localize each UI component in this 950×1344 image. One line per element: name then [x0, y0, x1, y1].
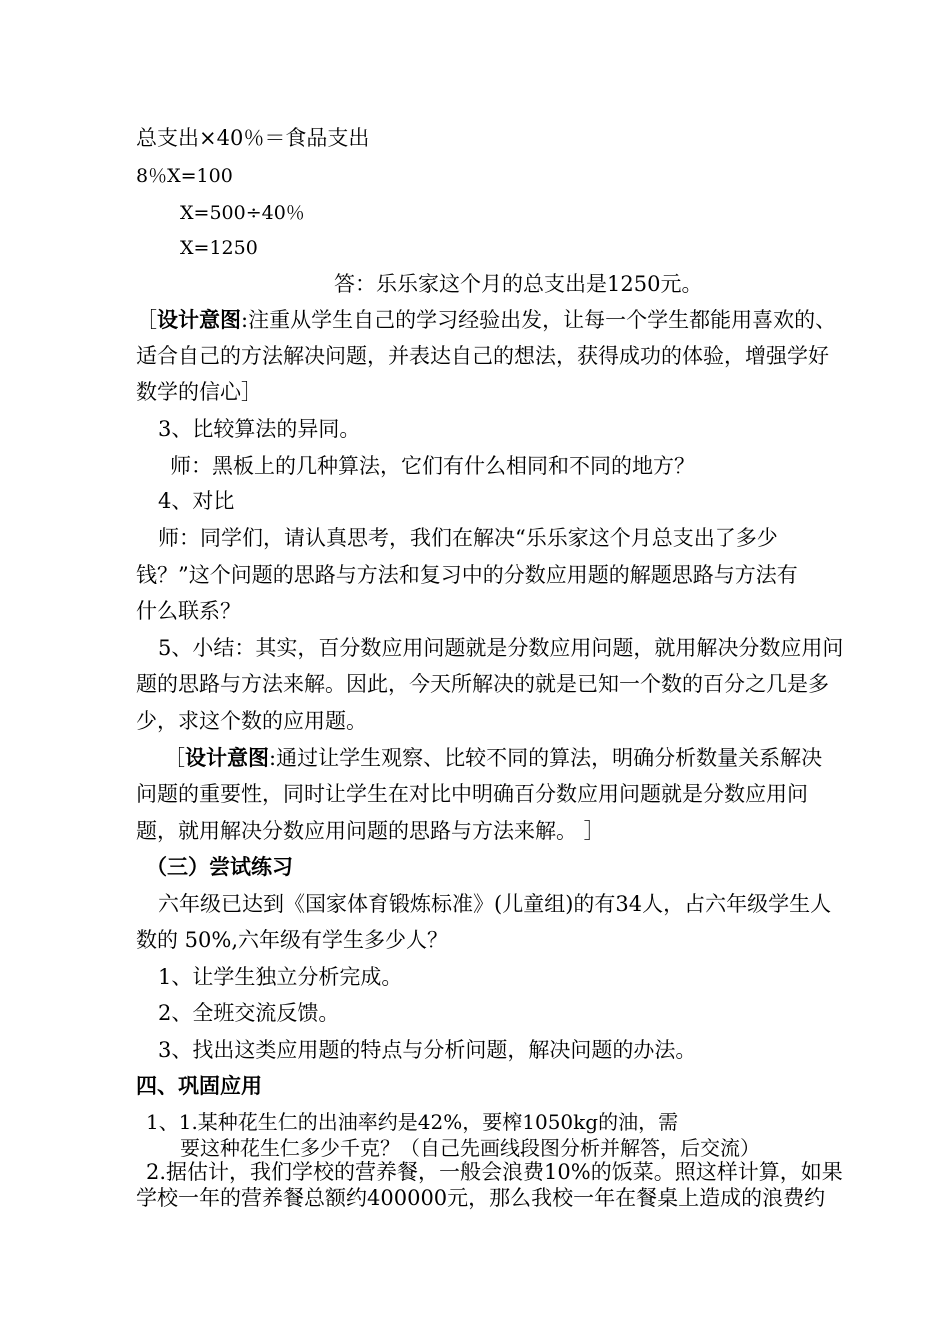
design-intent-text: :通过让学生观察、比较不同的算法，明确分析数量关系解决 [269, 746, 823, 770]
practice-paragraph-line: 数的 50%,六年级有学生多少人？ [136, 928, 449, 952]
equation-line: X=1250 [180, 237, 258, 259]
design-intent-line: 数学的信心］ [136, 380, 262, 404]
design-intent-label: 设计意图 [157, 308, 241, 332]
apply-line: 1、1.某种花生仁的出油率约是42%，要榨1050kg的油，需 [146, 1110, 679, 1134]
bracket: ［ [136, 308, 157, 332]
apply-line: 要这种花生仁多少千克？（自己先画线段图分析并解答，后交流） [180, 1136, 760, 1160]
equation-line: 总支出×40％＝食品支出 [136, 126, 370, 150]
apply-line: 2.据估计，我们学校的营养餐，一般会浪费10%的饭菜。照这样计算，如果 [146, 1160, 843, 1184]
design-intent-label: 设计意图 [185, 746, 269, 770]
summary-paragraph-line: 5、小结：其实，百分数应用问题就是分数应用问题，就用解决分数应用问 [158, 636, 844, 660]
section-heading: （三）尝试练习 [146, 855, 293, 879]
step-line: 师：黑板上的几种算法，它们有什么相同和不同的地方？ [170, 454, 695, 478]
design-intent-line: 问题的重要性，同时让学生在对比中明确百分数应用问题就是分数应用问 [136, 782, 808, 806]
design-intent-paragraph [164, 744, 822, 772]
answer-line: 答：乐乐家这个月的总支出是1250元。 [334, 272, 703, 296]
bracket: ［ [164, 746, 185, 770]
design-intent-text: :注重从学生自己的学习经验出发，让每一个学生都能用喜欢的、 [241, 308, 837, 332]
practice-paragraph-line: 六年级已达到《国家体育锻炼标准》(儿童组)的有34人，占六年级学生人 [158, 892, 832, 916]
equation-line: 8％X=100 [136, 165, 233, 187]
summary-paragraph-line: 题的思路与方法来解。因此，今天所解决的就是已知一个数的百分之几是多 [136, 672, 829, 696]
design-intent-line: 题，就用解决分数应用问题的思路与方法来解。 ］ [136, 819, 605, 843]
equation-line: X=500÷40％ [180, 202, 305, 224]
apply-line: 学校一年的营养餐总额约400000元，那么我校一年在餐桌上造成的浪费约 [136, 1186, 826, 1210]
summary-paragraph-line: 少，求这个数的应用题。 [136, 709, 367, 733]
practice-step: 1、让学生独立分析完成。 [158, 965, 403, 989]
step-line: 4、对比 [158, 489, 235, 513]
compare-paragraph-line: 师：同学们，请认真思考，我们在解决“乐乐家这个月总支出了多少 [158, 526, 778, 550]
design-intent-paragraph [136, 306, 836, 334]
step-line: 3、比较算法的异同。 [158, 417, 361, 441]
compare-paragraph-line: 钱？”这个问题的思路与方法和复习中的分数应用题的解题思路与方法有 [136, 563, 798, 587]
practice-step: 2、全班交流反馈。 [158, 1001, 340, 1025]
practice-step: 3、找出这类应用题的特点与分析问题，解决问题的办法。 [158, 1038, 697, 1062]
section-heading: 四、巩固应用 [136, 1074, 262, 1098]
compare-paragraph-line: 什么联系？ [136, 599, 241, 623]
design-intent-line: 适合自己的方法解决问题，并表达自己的想法，获得成功的体验，增强学好 [136, 344, 829, 368]
